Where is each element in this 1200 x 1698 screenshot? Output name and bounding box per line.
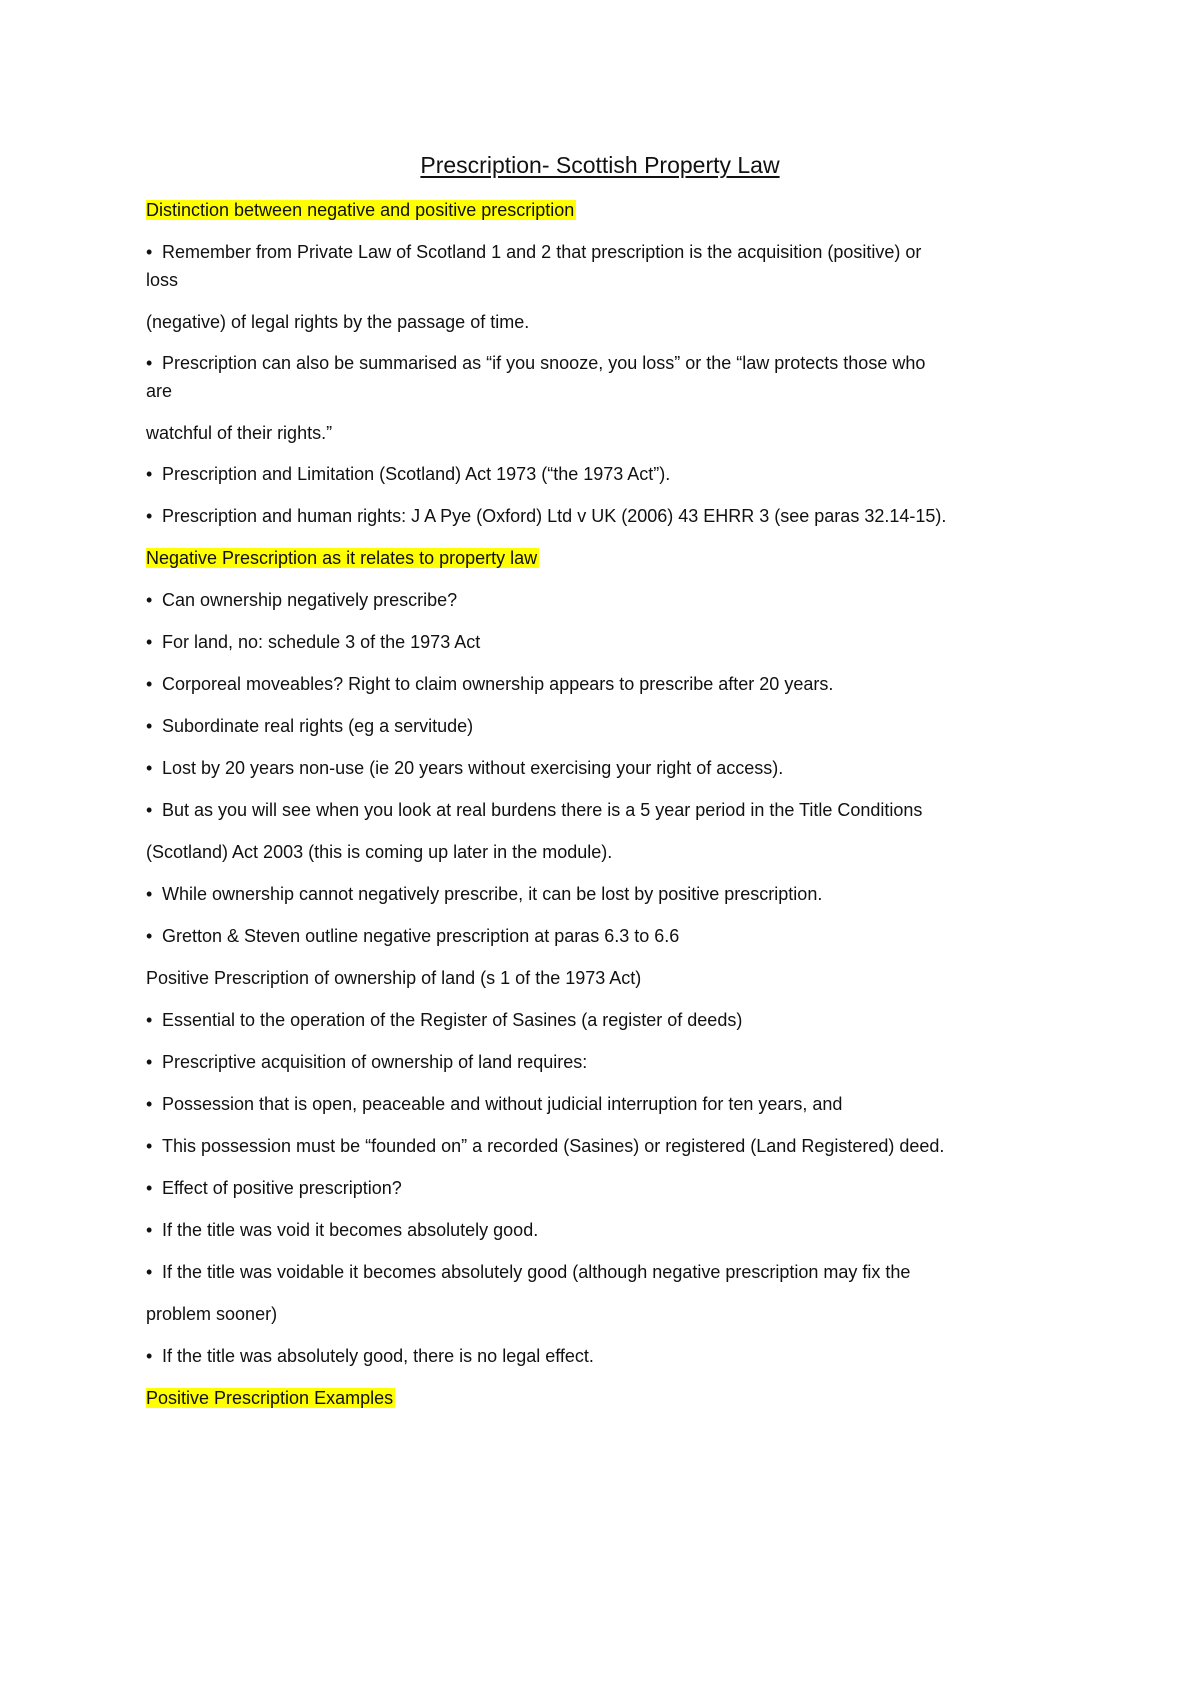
text-line [146, 309, 529, 335]
line-content: Prescription and human rights: J A Pye (Oxford) Ltd v UK (2006) 43 EHRR 3 (see paras 32.14-15). [162, 506, 947, 526]
section-heading [146, 545, 539, 571]
line-text [162, 1178, 402, 1198]
line-content: Effect of positive prescription? [162, 1178, 402, 1198]
line-text [162, 1052, 587, 1072]
bullet-icon: • [146, 590, 153, 610]
line-content: While ownership cannot negatively prescribe, it can be lost by positive prescription. [162, 884, 823, 904]
line-content: Gretton & Steven outline negative prescription at paras 6.3 to 6.6 [162, 926, 680, 946]
line-content: Prescriptive acquisition of ownership of land requires: [162, 1052, 588, 1072]
line-content: Subordinate real rights (eg a servitude) [162, 716, 474, 736]
line-content: Prescription and Limitation (Scotland) Act 1973 (“the 1973 Act”). [162, 464, 671, 484]
bullet-icon: • [146, 242, 153, 262]
bullet-item [146, 587, 457, 613]
bullet-icon: • [146, 1052, 153, 1072]
bullet-item [146, 629, 480, 655]
text-line [146, 267, 178, 293]
text-line [146, 378, 172, 404]
line-content: For land, no: schedule 3 of the 1973 Act [162, 632, 481, 652]
line-text [146, 423, 332, 443]
bullet-icon: • [146, 506, 153, 526]
text-line [146, 420, 332, 446]
line-text [146, 548, 539, 568]
bullet-item [146, 1175, 402, 1201]
text-line [146, 839, 612, 865]
section-heading [146, 197, 576, 223]
bullet-icon: • [146, 800, 153, 820]
line-content: Prescription can also be summarised as “if you snooze, you loss” or the “law protects those who [162, 353, 926, 373]
line-text [162, 464, 670, 484]
line-text [162, 716, 473, 736]
bullet-item [146, 671, 833, 697]
line-content: Negative Prescription as it relates to property law [146, 548, 538, 568]
bullet-item [146, 797, 922, 823]
line-text [162, 1346, 594, 1366]
bullet-icon: • [146, 1346, 153, 1366]
bullet-item [146, 881, 822, 907]
line-text [146, 381, 172, 401]
bullet-item [146, 1133, 944, 1159]
line-text [146, 312, 529, 332]
bullet-icon: • [146, 1136, 153, 1156]
line-content: Possession that is open, peaceable and without judicial interruption for ten years, and [162, 1094, 843, 1114]
line-content: problem sooner) [146, 1304, 278, 1324]
line-text [162, 353, 925, 373]
line-content: loss [146, 270, 179, 290]
line-text [162, 884, 822, 904]
bullet-icon: • [146, 674, 153, 694]
bullet-item [146, 1259, 910, 1285]
bullet-icon: • [146, 632, 153, 652]
line-content: (negative) of legal rights by the passage of time. [146, 312, 530, 332]
line-text [162, 1094, 842, 1114]
bullet-item [146, 1217, 538, 1243]
bullet-item [146, 503, 946, 529]
line-text [162, 242, 921, 262]
bullet-icon: • [146, 353, 153, 373]
line-text [162, 674, 833, 694]
line-text [146, 968, 641, 988]
section-heading [146, 1385, 395, 1411]
line-content: Positive Prescription Examples [146, 1388, 394, 1408]
bullet-item [146, 461, 670, 487]
line-text [146, 200, 576, 220]
bullet-item [146, 239, 921, 265]
line-text [162, 1010, 742, 1030]
bullet-icon: • [146, 1094, 153, 1114]
line-text [162, 926, 679, 946]
line-content: If the title was absolutely good, there is no legal effect. [162, 1346, 594, 1366]
line-content: Distinction between negative and positive prescription [146, 200, 575, 220]
bullet-icon: • [146, 926, 153, 946]
line-text [146, 1304, 277, 1324]
line-content: If the title was void it becomes absolutely good. [162, 1220, 539, 1240]
line-text [146, 270, 178, 290]
line-content: This possession must be “founded on” a recorded (Sasines) or registered (Land Registered) deed. [162, 1136, 945, 1156]
bullet-item [146, 1091, 842, 1117]
line-content: Positive Prescription of ownership of land (s 1 of the 1973 Act) [146, 968, 642, 988]
bullet-icon: • [146, 1262, 153, 1282]
bullet-item [146, 1343, 594, 1369]
line-content: Corporeal moveables? Right to claim ownership appears to prescribe after 20 years. [162, 674, 834, 694]
line-content: are [146, 381, 173, 401]
bullet-icon: • [146, 758, 153, 778]
bullet-item [146, 923, 679, 949]
line-content: But as you will see when you look at real burdens there is a 5 year period in the Title Conditions [162, 800, 923, 820]
line-text [162, 758, 783, 778]
line-text [162, 1220, 538, 1240]
bullet-item [146, 1049, 587, 1075]
line-text [162, 1262, 910, 1282]
line-text [162, 1136, 944, 1156]
line-text [162, 632, 480, 652]
line-content: Remember from Private Law of Scotland 1 and 2 that prescription is the acquisition (positive) or [162, 242, 922, 262]
line-text [162, 800, 922, 820]
bullet-icon: • [146, 716, 153, 736]
line-content: If the title was voidable it becomes absolutely good (although negative prescription may fix the [162, 1262, 911, 1282]
bullet-icon: • [146, 884, 153, 904]
bullet-item [146, 755, 783, 781]
line-text [162, 590, 457, 610]
text-line [146, 965, 641, 991]
text-line [146, 1301, 277, 1327]
bullet-icon: • [146, 1178, 153, 1198]
bullet-icon: • [146, 1220, 153, 1240]
line-content: watchful of their rights.” [146, 423, 333, 443]
bullet-icon: • [146, 1010, 153, 1030]
bullet-item [146, 1007, 742, 1033]
page-title: Prescription- Scottish Property Law [420, 152, 780, 178]
line-content: Can ownership negatively prescribe? [162, 590, 458, 610]
line-text [162, 506, 946, 526]
bullet-item [146, 713, 473, 739]
line-content: Essential to the operation of the Register of Sasines (a register of deeds) [162, 1010, 743, 1030]
bullet-icon: • [146, 464, 153, 484]
line-content: (Scotland) Act 2003 (this is coming up later in the module). [146, 842, 613, 862]
line-content: Lost by 20 years non-use (ie 20 years without exercising your right of access). [162, 758, 784, 778]
line-text [146, 1388, 395, 1408]
bullet-item [146, 350, 925, 376]
line-text [146, 842, 612, 862]
